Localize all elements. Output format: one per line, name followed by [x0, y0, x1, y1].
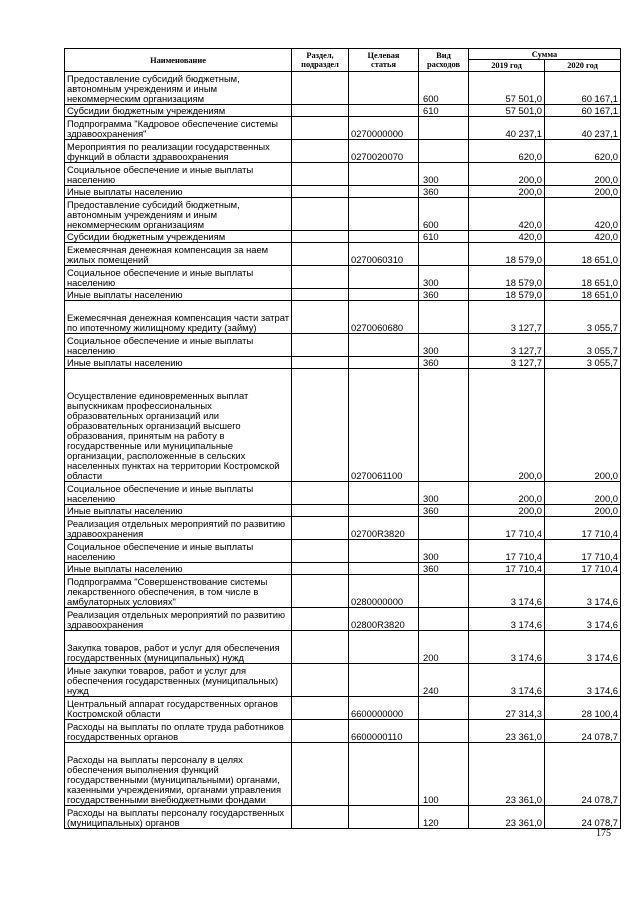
row-type: 120: [419, 806, 469, 829]
row-type: 300: [419, 540, 469, 563]
row-sum-2019: 620,0: [469, 140, 545, 163]
row-name: Субсидии бюджетным учреждениям: [65, 231, 292, 243]
row-sum-2019: 57 501,0: [469, 72, 545, 105]
row-target: [349, 357, 419, 369]
row-section: [292, 198, 349, 231]
row-section: [292, 664, 349, 697]
row-sum-2020: 200,0: [545, 186, 621, 198]
row-name: Закупка товаров, работ и услуг для обеспечения государственных (муниципальных) нужд: [65, 631, 292, 664]
table-row: [65, 697, 621, 720]
row-type: 300: [419, 163, 469, 186]
table-row: [65, 72, 621, 105]
table-row: [65, 105, 621, 117]
row-section: [292, 608, 349, 631]
row-target: 02700R3820: [349, 517, 419, 540]
row-type: [419, 575, 469, 608]
row-type: 360: [419, 357, 469, 369]
table-row: [65, 664, 621, 697]
row-sum-2020: 18 651,0: [545, 266, 621, 289]
row-sum-2020: 420,0: [545, 198, 621, 231]
row-target: [349, 664, 419, 697]
row-section: [292, 482, 349, 505]
row-sum-2019: 3 174,6: [469, 575, 545, 608]
table-body: [65, 72, 621, 829]
table-row: [65, 482, 621, 505]
table-row: [65, 198, 621, 231]
row-name: Социальное обеспечение и иные выплаты населению: [65, 163, 292, 186]
row-sum-2019: 3 174,6: [469, 664, 545, 697]
header-year-2020: 2020 год: [545, 60, 621, 72]
row-sum-2019: 3 127,7: [469, 357, 545, 369]
row-target: [349, 505, 419, 517]
table-row: [65, 289, 621, 301]
row-type: [419, 720, 469, 743]
table-row: [65, 117, 621, 140]
row-sum-2019: 200,0: [469, 369, 545, 482]
row-section: [292, 289, 349, 301]
table-row: [65, 243, 621, 266]
row-type: 360: [419, 186, 469, 198]
row-type: 240: [419, 664, 469, 697]
row-name: Предоставление субсидий бюджетным, автономным учреждениям и иным некоммерческим организациям: [65, 72, 292, 105]
row-sum-2020: 200,0: [545, 369, 621, 482]
row-sum-2020: 3 174,6: [545, 631, 621, 664]
row-target: [349, 231, 419, 243]
row-sum-2020: 18 651,0: [545, 243, 621, 266]
table-row: [65, 334, 621, 357]
table-row: [65, 505, 621, 517]
row-type: 100: [419, 743, 469, 806]
row-target: [349, 266, 419, 289]
row-sum-2019: 17 710,4: [469, 540, 545, 563]
row-sum-2019: 200,0: [469, 482, 545, 505]
row-target: [349, 563, 419, 575]
row-name: Расходы на выплаты персоналу государственных (муниципальных) органов: [65, 806, 292, 829]
row-section: [292, 517, 349, 540]
table-row: [65, 266, 621, 289]
row-section: [292, 369, 349, 482]
table-row: [65, 540, 621, 563]
row-sum-2020: 28 100,4: [545, 697, 621, 720]
table-row: [65, 369, 621, 482]
row-name: Реализация отдельных мероприятий по развитию здравоохранения: [65, 517, 292, 540]
header-sum: Сумма: [469, 49, 621, 60]
row-sum-2020: 200,0: [545, 163, 621, 186]
row-sum-2019: 57 501,0: [469, 105, 545, 117]
row-sum-2020: 200,0: [545, 482, 621, 505]
row-name: Расходы на выплаты по оплате труда работников государственных органов: [65, 720, 292, 743]
row-target: 0270000000: [349, 117, 419, 140]
row-target: 02800R3820: [349, 608, 419, 631]
table-row: [65, 301, 621, 334]
row-section: [292, 505, 349, 517]
budget-table: [64, 48, 621, 829]
row-target: [349, 105, 419, 117]
row-sum-2019: 3 127,7: [469, 301, 545, 334]
row-section: [292, 266, 349, 289]
row-name: Иные выплаты населению: [65, 505, 292, 517]
row-name: Иные закупки товаров, работ и услуг для обеспечения государственных (муниципальных) нужд: [65, 664, 292, 697]
row-target: 0280000000: [349, 575, 419, 608]
row-name: Ежемесячная денежная компенсация за наем жилых помещений: [65, 243, 292, 266]
row-sum-2020: 40 237,1: [545, 117, 621, 140]
row-name: Мероприятия по реализации государственных функций в области здравоохранения: [65, 140, 292, 163]
row-sum-2019: 420,0: [469, 231, 545, 243]
row-sum-2019: 23 361,0: [469, 806, 545, 829]
row-name: Иные выплаты населению: [65, 289, 292, 301]
header-target: Целевая статья: [349, 49, 419, 72]
row-target: [349, 743, 419, 806]
row-sum-2019: 17 710,4: [469, 563, 545, 575]
table-row: [65, 140, 621, 163]
row-sum-2020: 18 651,0: [545, 289, 621, 301]
row-section: [292, 540, 349, 563]
table-row: [65, 743, 621, 806]
row-sum-2019: 18 579,0: [469, 243, 545, 266]
row-section: [292, 697, 349, 720]
row-section: [292, 243, 349, 266]
header-year-2019: 2019 год: [469, 60, 545, 72]
row-type: [419, 301, 469, 334]
row-sum-2019: 3 174,6: [469, 608, 545, 631]
header-name: Наименование: [65, 49, 292, 72]
row-sum-2019: 420,0: [469, 198, 545, 231]
row-target: [349, 482, 419, 505]
row-type: 610: [419, 231, 469, 243]
row-section: [292, 105, 349, 117]
row-target: [349, 334, 419, 357]
row-section: [292, 117, 349, 140]
row-sum-2019: 200,0: [469, 163, 545, 186]
row-type: 300: [419, 334, 469, 357]
row-sum-2019: 200,0: [469, 186, 545, 198]
row-target: 0270060310: [349, 243, 419, 266]
row-sum-2020: 60 167,1: [545, 105, 621, 117]
row-name: Расходы на выплаты персоналу в целях обеспечения выполнения функций государственными (муниципальными) органами, казенными учреждениями, органами управления государственными внебюджетными фондами: [65, 743, 292, 806]
table-row: [65, 231, 621, 243]
row-sum-2020: 3 174,6: [545, 575, 621, 608]
row-sum-2019: 17 710,4: [469, 517, 545, 540]
row-sum-2020: 3 055,7: [545, 334, 621, 357]
row-section: [292, 563, 349, 575]
row-sum-2019: 200,0: [469, 505, 545, 517]
row-target: 0270020070: [349, 140, 419, 163]
row-type: [419, 117, 469, 140]
table-row: [65, 806, 621, 829]
row-section: [292, 357, 349, 369]
row-type: 360: [419, 563, 469, 575]
page-number: 175: [596, 828, 611, 839]
row-sum-2019: 27 314,3: [469, 697, 545, 720]
row-sum-2020: 24 078,7: [545, 743, 621, 806]
row-type: [419, 140, 469, 163]
row-sum-2020: 24 078,7: [545, 720, 621, 743]
row-sum-2020: 420,0: [545, 231, 621, 243]
row-sum-2019: 40 237,1: [469, 117, 545, 140]
row-sum-2020: 3 174,6: [545, 664, 621, 697]
row-type: [419, 369, 469, 482]
row-name: Иные выплаты населению: [65, 563, 292, 575]
row-name: Ежемесячная денежная компенсация части затрат по ипотечному жилищному кредиту (займу): [65, 301, 292, 334]
row-sum-2020: 17 710,4: [545, 517, 621, 540]
row-section: [292, 231, 349, 243]
row-sum-2020: 3 174,6: [545, 608, 621, 631]
row-target: 0270060680: [349, 301, 419, 334]
row-section: [292, 575, 349, 608]
header-section: Раздел, подраздел: [292, 49, 349, 72]
row-name: Иные выплаты населению: [65, 186, 292, 198]
table-row: [65, 575, 621, 608]
row-target: 0270061100: [349, 369, 419, 482]
row-name: Осуществление единовременных выплат выпускникам профессиональных образовательных организаций или образовательных организаций высшего образования, принятым на работу в государственные или муниципальные организации, расположенные в сельских населенных пунктах на территории Костромской области: [65, 369, 292, 482]
row-name: Подпрограмма "Совершенствование системы лекарственного обеспечения, в том числе в амбулаторных условиях": [65, 575, 292, 608]
row-sum-2020: 17 710,4: [545, 563, 621, 575]
table-row: [65, 563, 621, 575]
table-row: [65, 517, 621, 540]
row-sum-2020: 24 078,7: [545, 806, 621, 829]
row-sum-2020: 200,0: [545, 505, 621, 517]
table-row: [65, 186, 621, 198]
table-row: [65, 357, 621, 369]
row-sum-2019: 23 361,0: [469, 720, 545, 743]
header-type: Вид расходов: [419, 49, 469, 72]
row-section: [292, 301, 349, 334]
row-target: [349, 540, 419, 563]
row-target: [349, 186, 419, 198]
row-name: Реализация отдельных мероприятий по развитию здравоохранения: [65, 608, 292, 631]
row-section: [292, 806, 349, 829]
row-type: [419, 243, 469, 266]
row-name: Подпрограмма "Кадровое обеспечение системы здравоохранения": [65, 117, 292, 140]
row-name: Социальное обеспечение и иные выплаты населению: [65, 540, 292, 563]
row-name: Социальное обеспечение и иные выплаты населению: [65, 334, 292, 357]
table-row: [65, 163, 621, 186]
row-sum-2020: 3 055,7: [545, 301, 621, 334]
table-row: [65, 720, 621, 743]
row-name: Иные выплаты населению: [65, 357, 292, 369]
row-section: [292, 743, 349, 806]
row-sum-2020: 17 710,4: [545, 540, 621, 563]
row-type: 600: [419, 72, 469, 105]
table-row: [65, 631, 621, 664]
table-header: [65, 49, 621, 72]
row-type: 300: [419, 482, 469, 505]
row-name: Предоставление субсидий бюджетным, автономным учреждениям и иным некоммерческим организациям: [65, 198, 292, 231]
row-type: 610: [419, 105, 469, 117]
row-sum-2020: 60 167,1: [545, 72, 621, 105]
row-target: [349, 72, 419, 105]
row-type: 360: [419, 289, 469, 301]
row-section: [292, 720, 349, 743]
row-sum-2019: 3 127,7: [469, 334, 545, 357]
row-name: Субсидии бюджетным учреждениям: [65, 105, 292, 117]
row-type: [419, 517, 469, 540]
row-sum-2020: 620,0: [545, 140, 621, 163]
row-target: [349, 806, 419, 829]
row-sum-2019: 23 361,0: [469, 743, 545, 806]
row-section: [292, 163, 349, 186]
row-name: Социальное обеспечение и иные выплаты населению: [65, 482, 292, 505]
row-name: Центральный аппарат государственных органов Костромской области: [65, 697, 292, 720]
row-section: [292, 140, 349, 163]
row-type: 300: [419, 266, 469, 289]
row-type: 600: [419, 198, 469, 231]
row-name: Социальное обеспечение и иные выплаты населению: [65, 266, 292, 289]
row-type: 360: [419, 505, 469, 517]
row-sum-2020: 3 055,7: [545, 357, 621, 369]
row-section: [292, 334, 349, 357]
row-type: [419, 697, 469, 720]
table-row: [65, 608, 621, 631]
row-section: [292, 72, 349, 105]
row-type: 200: [419, 631, 469, 664]
row-target: 6600000110: [349, 720, 419, 743]
row-target: [349, 198, 419, 231]
row-target: [349, 289, 419, 301]
row-target: 6600000000: [349, 697, 419, 720]
row-section: [292, 186, 349, 198]
row-section: [292, 631, 349, 664]
row-sum-2019: 18 579,0: [469, 289, 545, 301]
row-target: [349, 631, 419, 664]
row-type: [419, 608, 469, 631]
row-sum-2019: 18 579,0: [469, 266, 545, 289]
row-sum-2019: 3 174,6: [469, 631, 545, 664]
row-target: [349, 163, 419, 186]
